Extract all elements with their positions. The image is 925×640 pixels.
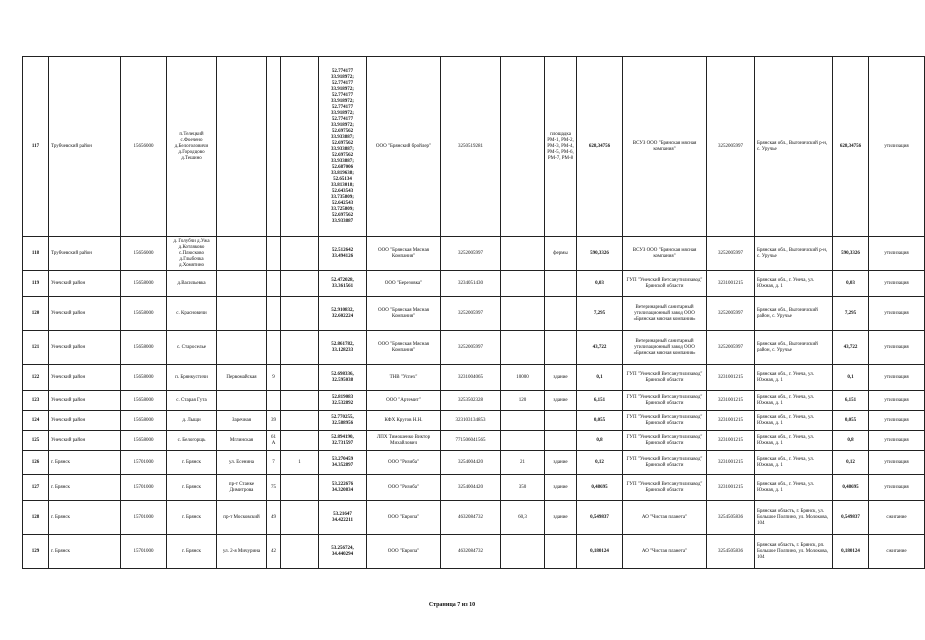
owner-cell: ТНВ "Успех" xyxy=(367,365,441,391)
street-cell: Мглинская xyxy=(217,431,267,451)
owner-inn-cell: 3252005997 xyxy=(441,297,501,331)
volume-cell: 0,03 xyxy=(577,271,623,297)
owner-inn-cell: 323103134853 xyxy=(441,411,501,431)
activity-cell: сжигание xyxy=(869,501,925,535)
oktmo-cell: 15658000 xyxy=(121,411,167,431)
table-row xyxy=(23,271,925,297)
owner-inn-cell: 3254004420 xyxy=(441,451,501,475)
table-row xyxy=(23,501,925,535)
owner-cell: ООО "Березовка" xyxy=(367,271,441,297)
operator-inn-cell: 3231001215 xyxy=(707,451,755,475)
row-number: 120 xyxy=(23,297,49,331)
purpose-cell: здание xyxy=(545,391,577,411)
oktmo-cell: 15701000 xyxy=(121,501,167,535)
operator-inn-cell: 3252005997 xyxy=(707,57,755,237)
volume-cell: 0,48695 xyxy=(577,475,623,501)
activity-cell: утилизация xyxy=(869,271,925,297)
house-cell xyxy=(267,271,281,297)
district-cell: г. Брянск xyxy=(49,451,121,475)
row-number: 118 xyxy=(23,237,49,271)
coordinates-cell: 53.270459 34.352897 xyxy=(319,451,367,475)
oktmo-cell: 15658000 xyxy=(121,365,167,391)
purpose-cell xyxy=(545,535,577,569)
volume-cell: 0,180124 xyxy=(577,535,623,569)
owner-inn-cell: 3254004420 xyxy=(441,475,501,501)
house-cell: 75 xyxy=(267,475,281,501)
activity-cell: утилизация xyxy=(869,411,925,431)
coordinates-cell: 52.512642 33.494126 xyxy=(319,237,367,271)
district-cell: Унечский район xyxy=(49,331,121,365)
house-cell xyxy=(267,237,281,271)
row-number: 117 xyxy=(23,57,49,237)
table-row xyxy=(23,431,925,451)
house-cell xyxy=(267,331,281,365)
owner-inn-cell: 4632084732 xyxy=(441,501,501,535)
settlement-cell: г. Брянск xyxy=(167,451,217,475)
address-cell: Брянская обл., Выгоничский район, с. Уручье xyxy=(755,297,833,331)
area-cell xyxy=(501,331,545,365)
oktmo-cell: 15656000 xyxy=(121,237,167,271)
area-cell: 350 xyxy=(501,475,545,501)
settlement-cell: с. Красновичи xyxy=(167,297,217,331)
activity-cell: сжигание xyxy=(869,535,925,569)
table-row xyxy=(23,237,925,271)
street-cell xyxy=(217,297,267,331)
row-number: 121 xyxy=(23,331,49,365)
coordinates-cell: 52.698336, 32.595038 xyxy=(319,365,367,391)
owner-cell: ООО "Европа" xyxy=(367,501,441,535)
operator-inn-cell: 3254505836 xyxy=(707,535,755,569)
operator-inn-cell: 3231001215 xyxy=(707,365,755,391)
purpose-cell xyxy=(545,431,577,451)
volume-total-cell: 43,722 xyxy=(833,331,869,365)
operator-cell: ГУП "Унечский Ветсанутилизавод" Брянской области xyxy=(623,431,707,451)
volume-total-cell: 0,055 xyxy=(833,411,869,431)
district-cell: Унечский район xyxy=(49,365,121,391)
owner-inn-cell: 3234051430 xyxy=(441,271,501,297)
operator-cell: АО "Чистая планета" xyxy=(623,501,707,535)
coordinates-cell: 52.910832, 32.602224 xyxy=(319,297,367,331)
operator-cell: ГУП "Унечский Ветсанутилизавод" Брянской области xyxy=(623,411,707,431)
purpose-cell: здание xyxy=(545,475,577,501)
row-number: 126 xyxy=(23,451,49,475)
address-cell: Брянская область, г. Брянск, рп. Большое Полпино, ул. Молокова, 104 xyxy=(755,535,833,569)
house-cell: 42 xyxy=(267,535,281,569)
purpose-cell xyxy=(545,331,577,365)
volume-total-cell: 0,48695 xyxy=(833,475,869,501)
table-row xyxy=(23,331,925,365)
volume-total-cell: 7,295 xyxy=(833,297,869,331)
address-cell: Брянская обл., г. Унеча, ул. Южная, д. 1 xyxy=(755,365,833,391)
volume-total-cell: 0,12 xyxy=(833,451,869,475)
activity-cell: утилизация xyxy=(869,431,925,451)
address-cell: Брянская обл., Выгоничский р-н, с. Уручье xyxy=(755,57,833,237)
area-cell: 10000 xyxy=(501,365,545,391)
area-cell: 60,3 xyxy=(501,501,545,535)
operator-inn-cell: 3231001215 xyxy=(707,411,755,431)
volume-total-cell: 0,180124 xyxy=(833,535,869,569)
owner-inn-cell: 3252005997 xyxy=(441,331,501,365)
volume-cell: 0,1 xyxy=(577,365,623,391)
row-number: 128 xyxy=(23,501,49,535)
building-cell: 1 xyxy=(281,451,319,475)
table-row xyxy=(23,535,925,569)
owner-inn-cell: 3250519281 xyxy=(441,57,501,237)
operator-cell: Ветеринарный санитарный утилизационный завод ООО «Брянская мясная компания» xyxy=(623,297,707,331)
street-cell: Первомайская xyxy=(217,365,267,391)
operator-cell: АО "Чистая планета" xyxy=(623,535,707,569)
table-row xyxy=(23,411,925,431)
owner-cell: КФХ Кругов Н.Н. xyxy=(367,411,441,431)
settlement-cell: п. Брянкустичи xyxy=(167,365,217,391)
purpose-cell: здание xyxy=(545,365,577,391)
settlement-cell: д. Лыщи xyxy=(167,411,217,431)
purpose-cell: здание xyxy=(545,451,577,475)
district-cell: Унечский район xyxy=(49,391,121,411)
operator-inn-cell: 3254505836 xyxy=(707,501,755,535)
settlement-cell: д. Голубчи д.Ужа д.Котляково с.Плюсково д.Глыбочка д.Хомятино xyxy=(167,237,217,271)
area-cell: 120 xyxy=(501,391,545,411)
activity-cell: утилизация xyxy=(869,297,925,331)
operator-inn-cell: 3252005997 xyxy=(707,331,755,365)
street-cell: пр-т Московский xyxy=(217,501,267,535)
activity-cell: утилизация xyxy=(869,365,925,391)
house-cell: 9 xyxy=(267,365,281,391)
activity-cell: утилизация xyxy=(869,391,925,411)
table-row xyxy=(23,365,925,391)
area-cell xyxy=(501,431,545,451)
volume-total-cell: 590,3326 xyxy=(833,237,869,271)
operator-inn-cell: 3252005997 xyxy=(707,297,755,331)
building-cell xyxy=(281,237,319,271)
house-cell: 49 xyxy=(267,501,281,535)
oktmo-cell: 15701000 xyxy=(121,451,167,475)
oktmo-cell: 15701000 xyxy=(121,535,167,569)
owner-cell: ООО "Европа" xyxy=(367,535,441,569)
table-row xyxy=(23,391,925,411)
purpose-cell: фермы xyxy=(545,237,577,271)
volume-total-cell: 0,8 xyxy=(833,431,869,451)
volume-cell: 0,549837 xyxy=(577,501,623,535)
oktmo-cell: 15658000 xyxy=(121,431,167,451)
owner-cell: ООО "Ризиба" xyxy=(367,475,441,501)
area-cell xyxy=(501,411,545,431)
operator-inn-cell: 3231001215 xyxy=(707,475,755,501)
operator-cell: ВСУЗ ООО "Брянская мясная компания" xyxy=(623,237,707,271)
operator-cell: ГУП "Унечский Ветсанутилизавод" Брянской области xyxy=(623,451,707,475)
records-table xyxy=(22,56,925,569)
row-number: 123 xyxy=(23,391,49,411)
volume-cell: 6,151 xyxy=(577,391,623,411)
street-cell: ул. 2-я Мичурина xyxy=(217,535,267,569)
owner-inn-cell: 771506041565 xyxy=(441,431,501,451)
street-cell: пр-т Станке Димитрова xyxy=(217,475,267,501)
house-cell xyxy=(267,391,281,411)
street-cell xyxy=(217,271,267,297)
table-row xyxy=(23,451,925,475)
address-cell: Брянская обл., г. Унеча, ул. Южная, д. 1 xyxy=(755,271,833,297)
address-cell: Брянская обл., Выгоничский район, с. Уручье xyxy=(755,331,833,365)
purpose-cell xyxy=(545,411,577,431)
activity-cell: утилизация xyxy=(869,331,925,365)
area-cell xyxy=(501,271,545,297)
volume-cell: 0,055 xyxy=(577,411,623,431)
area-cell xyxy=(501,535,545,569)
row-number: 122 xyxy=(23,365,49,391)
row-number: 124 xyxy=(23,411,49,431)
operator-cell: ГУП "Унечский Ветсанутилизавод" Брянской области xyxy=(623,475,707,501)
coordinates-cell: 52.894190, 32.731597 xyxy=(319,431,367,451)
operator-inn-cell: 3231001215 xyxy=(707,431,755,451)
owner-cell: ООО "Брянская Мясная Компания" xyxy=(367,297,441,331)
operator-cell: ГУП "Унечский Ветсанутилизавод" Брянской области xyxy=(623,365,707,391)
records-table-body xyxy=(23,57,925,569)
owner-cell: ООО "Артемит" xyxy=(367,391,441,411)
page-footer: Страница 7 из 10 xyxy=(428,602,476,608)
address-cell: Брянская обл., г. Унеча, ул. Южная, д. 1 xyxy=(755,451,833,475)
street-cell xyxy=(217,391,267,411)
oktmo-cell: 15658000 xyxy=(121,331,167,365)
street-cell xyxy=(217,237,267,271)
owner-inn-cell: 3253502328 xyxy=(441,391,501,411)
house-cell xyxy=(267,297,281,331)
oktmo-cell: 15656000 xyxy=(121,57,167,237)
building-cell xyxy=(281,57,319,237)
coordinates-cell: 52.819083 32.532892 xyxy=(319,391,367,411)
address-cell: Брянская обл., г. Унеча, ул. Южная, д. 1 xyxy=(755,475,833,501)
volume-cell: 590,3326 xyxy=(577,237,623,271)
building-cell xyxy=(281,411,319,431)
address-cell: Брянская обл., г. Унеча, ул. Южная, д. 1 xyxy=(755,411,833,431)
volume-total-cell: 0,549837 xyxy=(833,501,869,535)
purpose-cell: площадка РМ-1, РМ-2, РМ-3, РМ-4, РМ-5, РМ-6, РМ-7, РМ-8 xyxy=(545,57,577,237)
settlement-cell: д.Васильевка xyxy=(167,271,217,297)
building-cell xyxy=(281,431,319,451)
address-cell: Брянская обл., г. Унеча, ул. Южная, д. 1 xyxy=(755,431,833,451)
activity-cell: утилизация xyxy=(869,237,925,271)
coordinates-cell: 52.861782, 33.128233 xyxy=(319,331,367,365)
district-cell: Унечский район xyxy=(49,297,121,331)
oktmo-cell: 15658000 xyxy=(121,297,167,331)
operator-inn-cell: 3231001215 xyxy=(707,271,755,297)
oktmo-cell: 15701000 xyxy=(121,475,167,501)
coordinates-cell: 53.256724, 34.440294 xyxy=(319,535,367,569)
activity-cell: утилизация xyxy=(869,475,925,501)
row-number: 125 xyxy=(23,431,49,451)
owner-inn-cell: 3252005997 xyxy=(441,237,501,271)
table-row xyxy=(23,57,925,237)
row-number: 127 xyxy=(23,475,49,501)
area-cell xyxy=(501,57,545,237)
building-cell xyxy=(281,271,319,297)
house-cell xyxy=(267,57,281,237)
activity-cell: утилизация xyxy=(869,57,925,237)
building-cell xyxy=(281,365,319,391)
building-cell xyxy=(281,297,319,331)
volume-total-cell: 0,1 xyxy=(833,365,869,391)
volume-cell: 0,12 xyxy=(577,451,623,475)
owner-inn-cell: 3231004065 xyxy=(441,365,501,391)
district-cell: Унечский район xyxy=(49,431,121,451)
settlement-cell: г. Брянск xyxy=(167,475,217,501)
building-cell xyxy=(281,391,319,411)
coordinates-cell: 53.21647 34.422211 xyxy=(319,501,367,535)
area-cell xyxy=(501,297,545,331)
oktmo-cell: 15658000 xyxy=(121,391,167,411)
volume-cell: 0,8 xyxy=(577,431,623,451)
coordinates-cell: 52.770255, 32.588956 xyxy=(319,411,367,431)
row-number: 119 xyxy=(23,271,49,297)
owner-cell: ООО "Брянский бройлер" xyxy=(367,57,441,237)
owner-cell: ООО "Брянская Мясная Компания" xyxy=(367,237,441,271)
district-cell: г. Брянск xyxy=(49,535,121,569)
volume-cell: 43,722 xyxy=(577,331,623,365)
district-cell: Трубчевский район xyxy=(49,57,121,237)
address-cell: Брянская обл., г. Унеча, ул. Южная, д. 1 xyxy=(755,391,833,411)
operator-inn-cell: 3231001215 xyxy=(707,391,755,411)
owner-cell: ООО "Брянская Мясная Компания" xyxy=(367,331,441,365)
house-cell: 7 xyxy=(267,451,281,475)
volume-total-cell: 6,151 xyxy=(833,391,869,411)
coordinates-cell: 52.774177 33.918972; 52.774177 33.918972; 52.774177 33.918972; 52.774177 33.918972; 52.774177 33.918972; 52.697562 33.933887; 52.697562 33.933887; 52.697562 33.933887; 52.687006 33.819638; 52.65134 33.813018; 52.643543 33.735809; 52.642543 33.725809; 52.697562 33.933887 xyxy=(319,57,367,237)
settlement-cell: п.Телецкий с.Фоечено д.Белоголовичи д.Городцово д.Тешино xyxy=(167,57,217,237)
district-cell: Унечский район xyxy=(49,411,121,431)
settlement-cell: с. Белогорщь xyxy=(167,431,217,451)
activity-cell: утилизация xyxy=(869,451,925,475)
purpose-cell xyxy=(545,297,577,331)
street-cell: Заречная xyxy=(217,411,267,431)
operator-inn-cell: 3252005997 xyxy=(707,237,755,271)
area-cell xyxy=(501,237,545,271)
building-cell xyxy=(281,535,319,569)
settlement-cell: г. Брянск xyxy=(167,535,217,569)
operator-cell: ВСУЗ ООО "Брянская мясная компания" xyxy=(623,57,707,237)
oktmo-cell: 15658000 xyxy=(121,271,167,297)
volume-cell: 628,34756 xyxy=(577,57,623,237)
district-cell: г. Брянск xyxy=(49,475,121,501)
operator-cell: ГУП "Унечский Ветсанутилизавод" Брянской области xyxy=(623,391,707,411)
building-cell xyxy=(281,475,319,501)
table-row xyxy=(23,475,925,501)
volume-cell: 7,295 xyxy=(577,297,623,331)
purpose-cell xyxy=(545,271,577,297)
settlement-cell: с. Старая Гута xyxy=(167,391,217,411)
building-cell xyxy=(281,501,319,535)
row-number: 129 xyxy=(23,535,49,569)
volume-total-cell: 628,34756 xyxy=(833,57,869,237)
address-cell: Брянская обл., Выгоничский р-н, с. Уручье xyxy=(755,237,833,271)
coordinates-cell: 52.472028, 33.361561 xyxy=(319,271,367,297)
operator-cell: ГУП "Унечский Ветсанутилизавод" Брянской области xyxy=(623,271,707,297)
district-cell: Трубчевский район xyxy=(49,237,121,271)
owner-cell: ООО "Ризиба" xyxy=(367,451,441,475)
street-cell: ул. Есенина xyxy=(217,451,267,475)
owner-inn-cell: 4632084732 xyxy=(441,535,501,569)
area-cell: 21 xyxy=(501,451,545,475)
address-cell: Брянская область, г. Брянск, ул. Большое Полпино, ул. Молокова, 104 xyxy=(755,501,833,535)
volume-total-cell: 0,03 xyxy=(833,271,869,297)
purpose-cell: здание xyxy=(545,501,577,535)
street-cell xyxy=(217,331,267,365)
street-cell xyxy=(217,57,267,237)
district-cell: Унечский район xyxy=(49,271,121,297)
house-cell: 61 А xyxy=(267,431,281,451)
settlement-cell: г. Брянск xyxy=(167,501,217,535)
building-cell xyxy=(281,331,319,365)
district-cell: г. Брянск xyxy=(49,501,121,535)
settlement-cell: с. Староселье xyxy=(167,331,217,365)
coordinates-cell: 53.222676 34.320834 xyxy=(319,475,367,501)
operator-cell: Ветеринарный санитарный утилизационный завод ООО «Брянская мясная компания» xyxy=(623,331,707,365)
owner-cell: ЛПХ Тимошенко Виктор Михайлович xyxy=(367,431,441,451)
house-cell: 39 xyxy=(267,411,281,431)
table-row xyxy=(23,297,925,331)
